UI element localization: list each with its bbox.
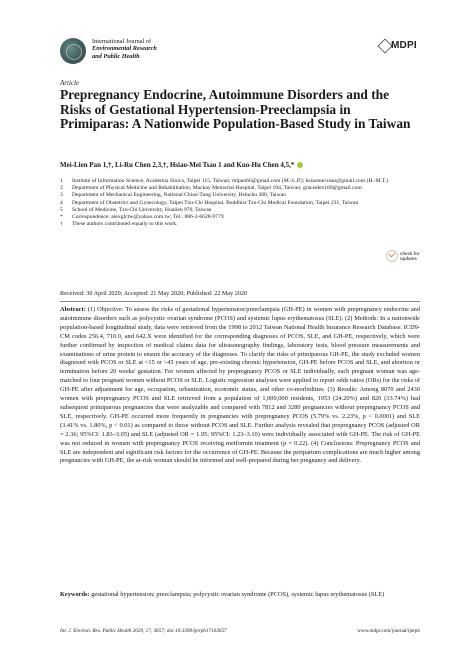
check-updates-icon [386,250,398,262]
publisher-logo [378,38,418,54]
affiliation-marker: * [60,214,63,221]
affiliations [60,178,420,228]
abstract-text: (1) Objective: To assess the risks of gestational hypertension/preeclampsia (GH-PE) in women with prepregnancy endocrine and autoimmune disorders such as polycystic ovarian syndrome (PCOS) and systemic lupus erythematosus (SLE). (2) Methods: In a nationwide population-based longitudinal study, data were retrieved from the 1998 to 2012 Taiwan National Health Insurance Research Database. ICD9-CM codes 256.4, 710.0, and 642.X were identified for the corresponding diagnoses of PCOS, SLE, and GH-PE, respectively, which were further confirmed by inspection of medical claims data for ultrasonography findings, laboratory tests, blood pressure measurements and examinations of urine protein to ensure the accuracy of the diagnoses. To clarify the risks of primiparous GH-PE, the study excluded women diagnosed with PCOS or SLE at <15 or >45 years of age, pre-existing chronic hypertension, GH-PE before PCOS and SLE, and abortion or termination before 20 weeks' gestation. For women affected by prepregnancy PCOS or SLE individually, each pregnant woman was age-matched to four pregnant women without PCOS or SLE. Logistic regression analyses were applied to report odds ratios (ORs) for the risks of GH-PE after adjustment for age, occupation, urbanization, economic status, and other co-morbidities. (3) Results: Among 8070 and 2430 women with prepregnancy PCOS and SLE retrieved from a population of 1,000,000 residents, 1953 (24.20%) and 820 (33.74%) had subsequent primiparous pregnancies that were analyzable and compared with 7812 and 3280 pregnancies without prepregnancy PCOS and SLE, respectively. GH-PE occurred more frequently in pregnancies with prepregnancy PCOS (5.79% vs. 2.23%, p < 0.0001) and SLE (3.41% vs. 1.80%, p < 0.01) as compared to those without PCOS and SLE. Further analysis revealed that prepregnancy PCOS (adjusted OR = 2.36; 95%CI: 1.83–3.05) and SLE (adjusted OR = 1.95; 95%CI: 1.23–3.10) were individually associated with GH-PE. The risk of GH-PE was not reduced in women with prepregnancy PCOS receiving metformin treatment (p = 0.22). (4) Conclusions: Prepregnancy PCOS and SLE are independent and significant risk factors for the occurrence of GH-PE. Because the peripartum complications are much higher among pregnancies with GH-PE, the at-risk woman should be informed and well-prepared during her pregnancy and delivery. [60,306,420,465]
keywords-text: gestational hypertension; preeclampsia; polycystic ovarian syndrome (PCOS), systemic lupus erythematosus (SLE) [91,591,385,598]
affiliation-marker: 1 [60,178,63,184]
correspondence [60,214,420,221]
equal-contribution-note [60,221,420,228]
journal-name-line-1: International Journal of [92,38,152,45]
orcid-icon[interactable] [297,162,303,168]
affiliation-text: Department of Mechanical Engineering, National Chiao-Tung University, Hsinchu 300, Taiwan [72,192,286,199]
check-updates-line-2: updates [400,256,417,261]
affiliation-text: Department of Physical Medicine and Rehabilitation, Mackay Memorial Hospital, Taipei 104, Taiwan; gracealex168@gmail.com [72,185,362,192]
check-for-updates-button[interactable] [386,250,424,272]
publisher-name: MDPI [391,40,417,51]
affiliation-item [60,200,420,207]
affiliation-text: Department of Obstetrics and Gynecology, Taipei Tzu-Chi Hospital, Buddhist Tzu-Chi Medical Foundation, Taipei 231, Taiwan [72,199,359,206]
section-divider [60,301,420,302]
affiliation-text: Institute of Information Science, Academia Sinica, Taipei 115, Taiwan; mlpan66@gmail.com (M.-L.P.); hsiaomei.tsao@gmail.com (H.-M.T.) [72,178,389,184]
check-updates-line-1: check for [400,251,420,256]
affiliation-marker: † [60,221,63,228]
abstract-label: Abstract: [60,306,86,313]
journal-name [92,38,157,60]
author-names: Mei-Lien Pan 1,†, Li-Ru Chen 2,3,†, Hsiao-Mei Tsao 1 and Kuo-Hu Chen 4,5,* [60,161,295,169]
affiliation-marker: 3 [60,192,63,199]
footer-url[interactable]: www.mdpi.com/journal/ijerph [357,628,420,634]
affiliation-marker: 5 [60,206,63,213]
check-updates-label [400,251,420,261]
keywords [60,591,420,600]
journal-header [60,38,420,78]
affiliation-item [60,192,420,199]
footer-citation: Int. J. Environ. Res. Public Health 2020, 17, 3657; doi:10.3390/ijerph17103657 [60,628,227,634]
journal-name-line-3: and Public Health [92,52,140,60]
affiliation-marker: 2 [60,185,63,192]
article-type: Article [60,79,80,87]
publication-dates: Received: 30 April 2020; Accepted: 21 May 2020; Published: 22 May 2020 [60,290,248,297]
author-list [60,161,420,169]
affiliation-text: Correspondence: alexgfctw@yahoo.com.tw; Tel.: 886-2-6628-9779 [72,214,224,221]
keywords-label: Keywords: [60,591,90,598]
paper-title: Prepregnancy Endocrine, Autoimmune Disorders and the Risks of Gestational Hypertension-Preeclampsia in Primiparas: A Nationwide Population-Based Study in Taiwan [60,87,411,132]
affiliation-text: These authors contributed equally to this work. [72,221,178,228]
affiliation-marker: 4 [60,199,63,206]
affiliation-item [60,207,420,214]
abstract [60,306,420,466]
affiliation-text: School of Medicine, Tzu-Chi University, Hualien 970, Taiwan [72,206,212,213]
journal-logo-icon [60,38,86,64]
journal-name-line-2: Environmental Research [92,45,157,53]
